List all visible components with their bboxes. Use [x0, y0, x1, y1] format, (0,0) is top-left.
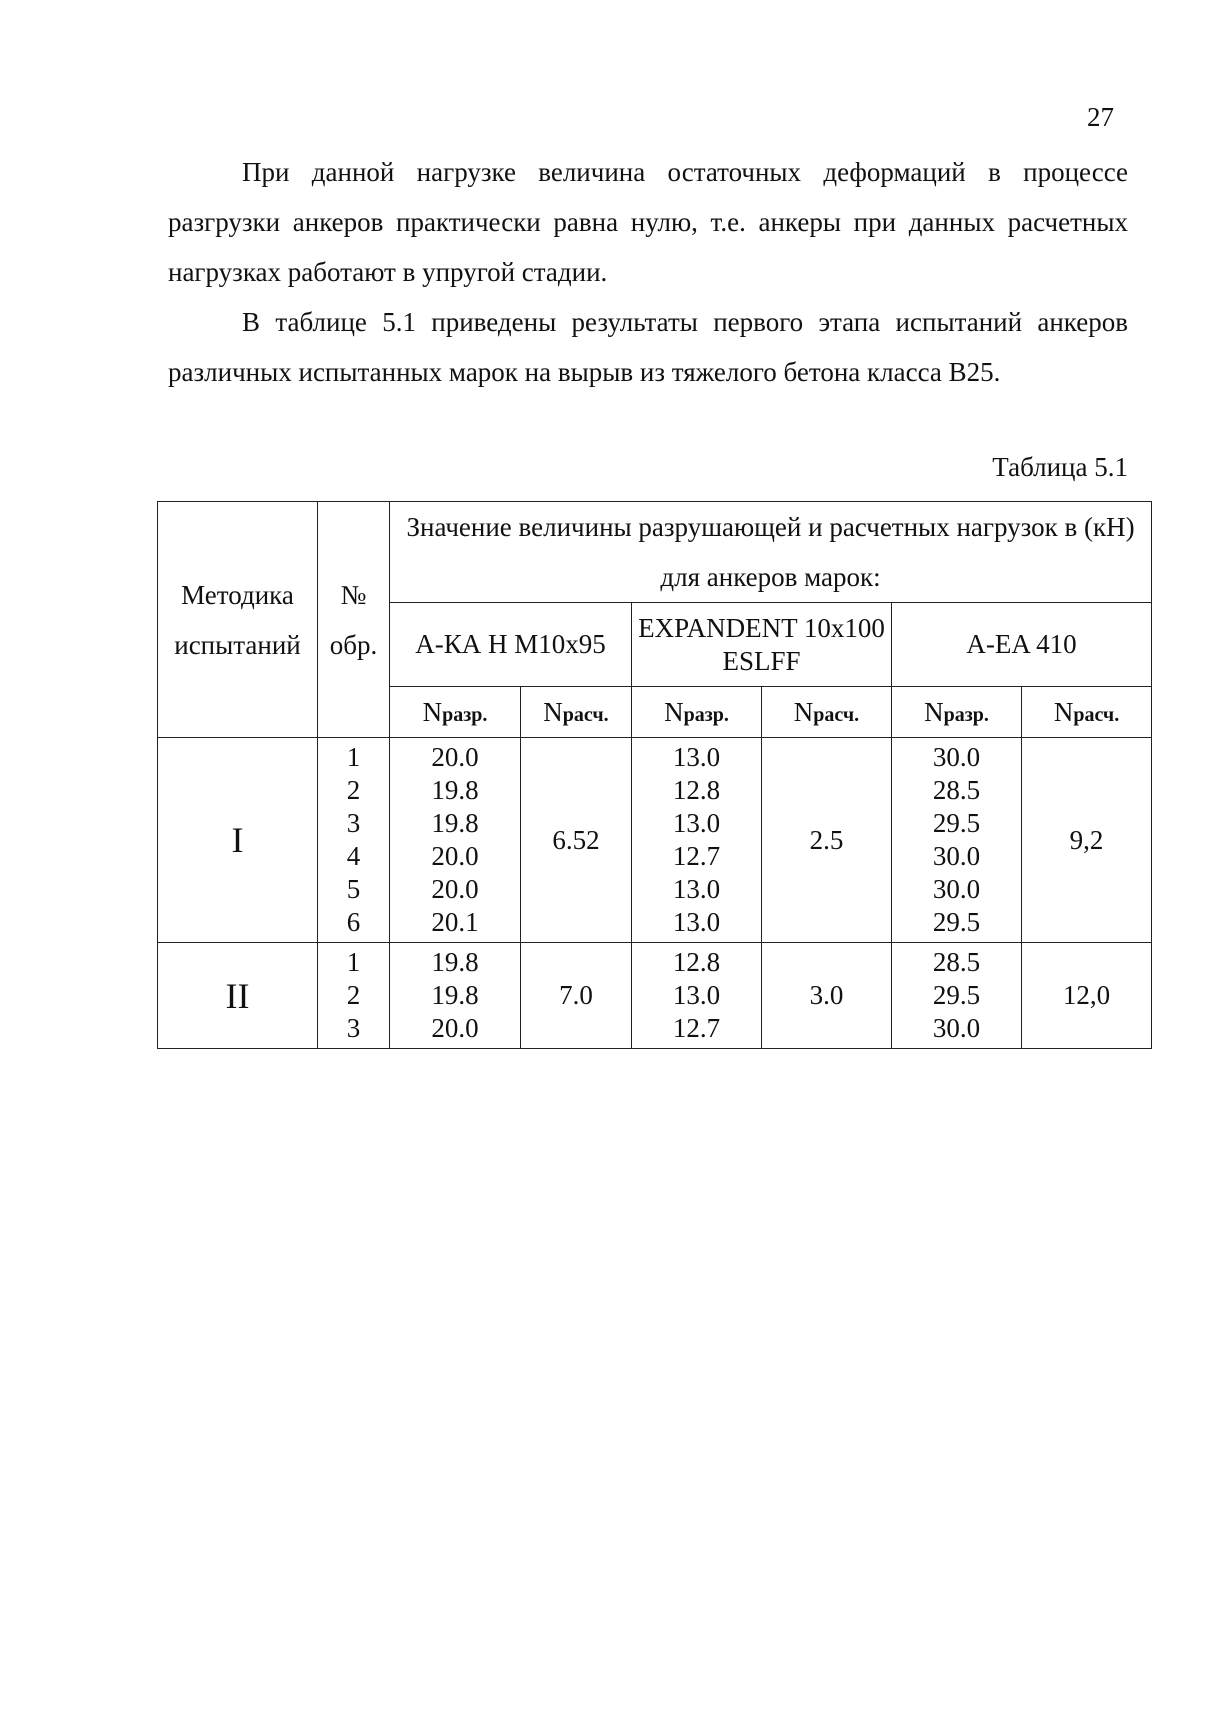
value: 28.5 — [932, 947, 981, 977]
value: 12.7 — [672, 841, 721, 871]
brand1-razr-cell — [390, 943, 521, 1049]
brand2-rasch-cell: 3.0 — [762, 943, 892, 1049]
brand1-razr-cell — [390, 738, 521, 943]
value: 19.8 — [431, 947, 479, 977]
header-n-rasch: Nрасч. — [1022, 687, 1152, 738]
paragraph-table-intro: В таблице 5.1 приведены результаты первого этапа испытаний анкеров различных испытанных марок на вырыв из тяжелого бетона класса В25. — [168, 307, 1128, 387]
value: 13.0 — [672, 907, 721, 937]
brand3-rasch-cell: 9,2 — [1022, 738, 1152, 943]
sample-number: 3 — [346, 1013, 361, 1043]
sample-numbers-cell — [318, 943, 390, 1049]
brand3-rasch-cell: 12,0 — [1022, 943, 1152, 1049]
value: 12.8 — [672, 775, 721, 805]
sample-number: 1 — [346, 742, 361, 772]
value: 20.0 — [431, 874, 479, 904]
header-n-razr: Nразр. — [390, 687, 521, 738]
value: 19.8 — [431, 808, 479, 838]
header-brand-aea: A-EA 410 — [892, 603, 1152, 687]
paragraph-residual-deformation: При данной нагрузке величина остаточных деформаций в процессе разгрузки анкеров практически равна нулю, т.е. анкеры при данных расчетных нагрузках работают в упругой стадии. — [168, 157, 1128, 287]
brand2-rasch-cell: 2.5 — [762, 738, 892, 943]
results-table — [157, 501, 1152, 1049]
value: 30.0 — [932, 742, 981, 772]
value: 12.7 — [672, 1013, 721, 1043]
value: 20.0 — [431, 742, 479, 772]
value: 19.8 — [431, 775, 479, 805]
brand2-razr-cell — [632, 943, 762, 1049]
value: 20.1 — [431, 907, 479, 937]
sample-number: 5 — [346, 874, 361, 904]
value: 13.0 — [672, 980, 721, 1010]
header-n-rasch: Nрасч. — [762, 687, 892, 738]
method-label: I — [158, 738, 318, 943]
value: 13.0 — [672, 742, 721, 772]
header-method: Методика испытаний — [158, 502, 318, 738]
value: 29.5 — [932, 808, 981, 838]
header-brand-aka: А-КА Н М10х95 — [390, 603, 632, 687]
sample-number: 2 — [346, 980, 361, 1010]
value: 13.0 — [672, 808, 721, 838]
sample-number: 2 — [346, 775, 361, 805]
sample-number: 3 — [346, 808, 361, 838]
sample-number: 6 — [346, 907, 361, 937]
value: 30.0 — [932, 841, 981, 871]
brand2-razr-cell — [632, 738, 762, 943]
table-caption: Таблица 5.1 — [992, 452, 1128, 482]
value: 29.5 — [932, 980, 981, 1010]
page-number: 27 — [1087, 102, 1114, 132]
sample-number: 1 — [346, 947, 361, 977]
header-sample-number: № обр. — [318, 502, 390, 738]
header-n-razr: Nразр. — [632, 687, 762, 738]
value: 19.8 — [431, 980, 479, 1010]
value: 13.0 — [672, 874, 721, 904]
header-values-title: Значение величины разрушающей и расчетных нагрузок в (кН) для анкеров марок: — [390, 502, 1152, 603]
value: 30.0 — [932, 1013, 981, 1043]
header-brand-expandent: EXPANDENT 10x100 ESLFF — [632, 603, 892, 687]
value: 20.0 — [431, 841, 479, 871]
method-label: II — [158, 943, 318, 1049]
header-n-razr: Nразр. — [892, 687, 1022, 738]
brand1-rasch-cell: 6.52 — [521, 738, 632, 943]
sample-number: 4 — [346, 841, 361, 871]
brand3-razr-cell — [892, 943, 1022, 1049]
value: 28.5 — [932, 775, 981, 805]
header-n-rasch: Nрасч. — [521, 687, 632, 738]
table-row — [158, 943, 1152, 1049]
table-row — [158, 738, 1152, 943]
brand1-rasch-cell: 7.0 — [521, 943, 632, 1049]
value: 29.5 — [932, 907, 981, 937]
value: 12.8 — [672, 947, 721, 977]
value: 20.0 — [431, 1013, 479, 1043]
sample-numbers-cell — [318, 738, 390, 943]
brand3-razr-cell — [892, 738, 1022, 943]
value: 30.0 — [932, 874, 981, 904]
